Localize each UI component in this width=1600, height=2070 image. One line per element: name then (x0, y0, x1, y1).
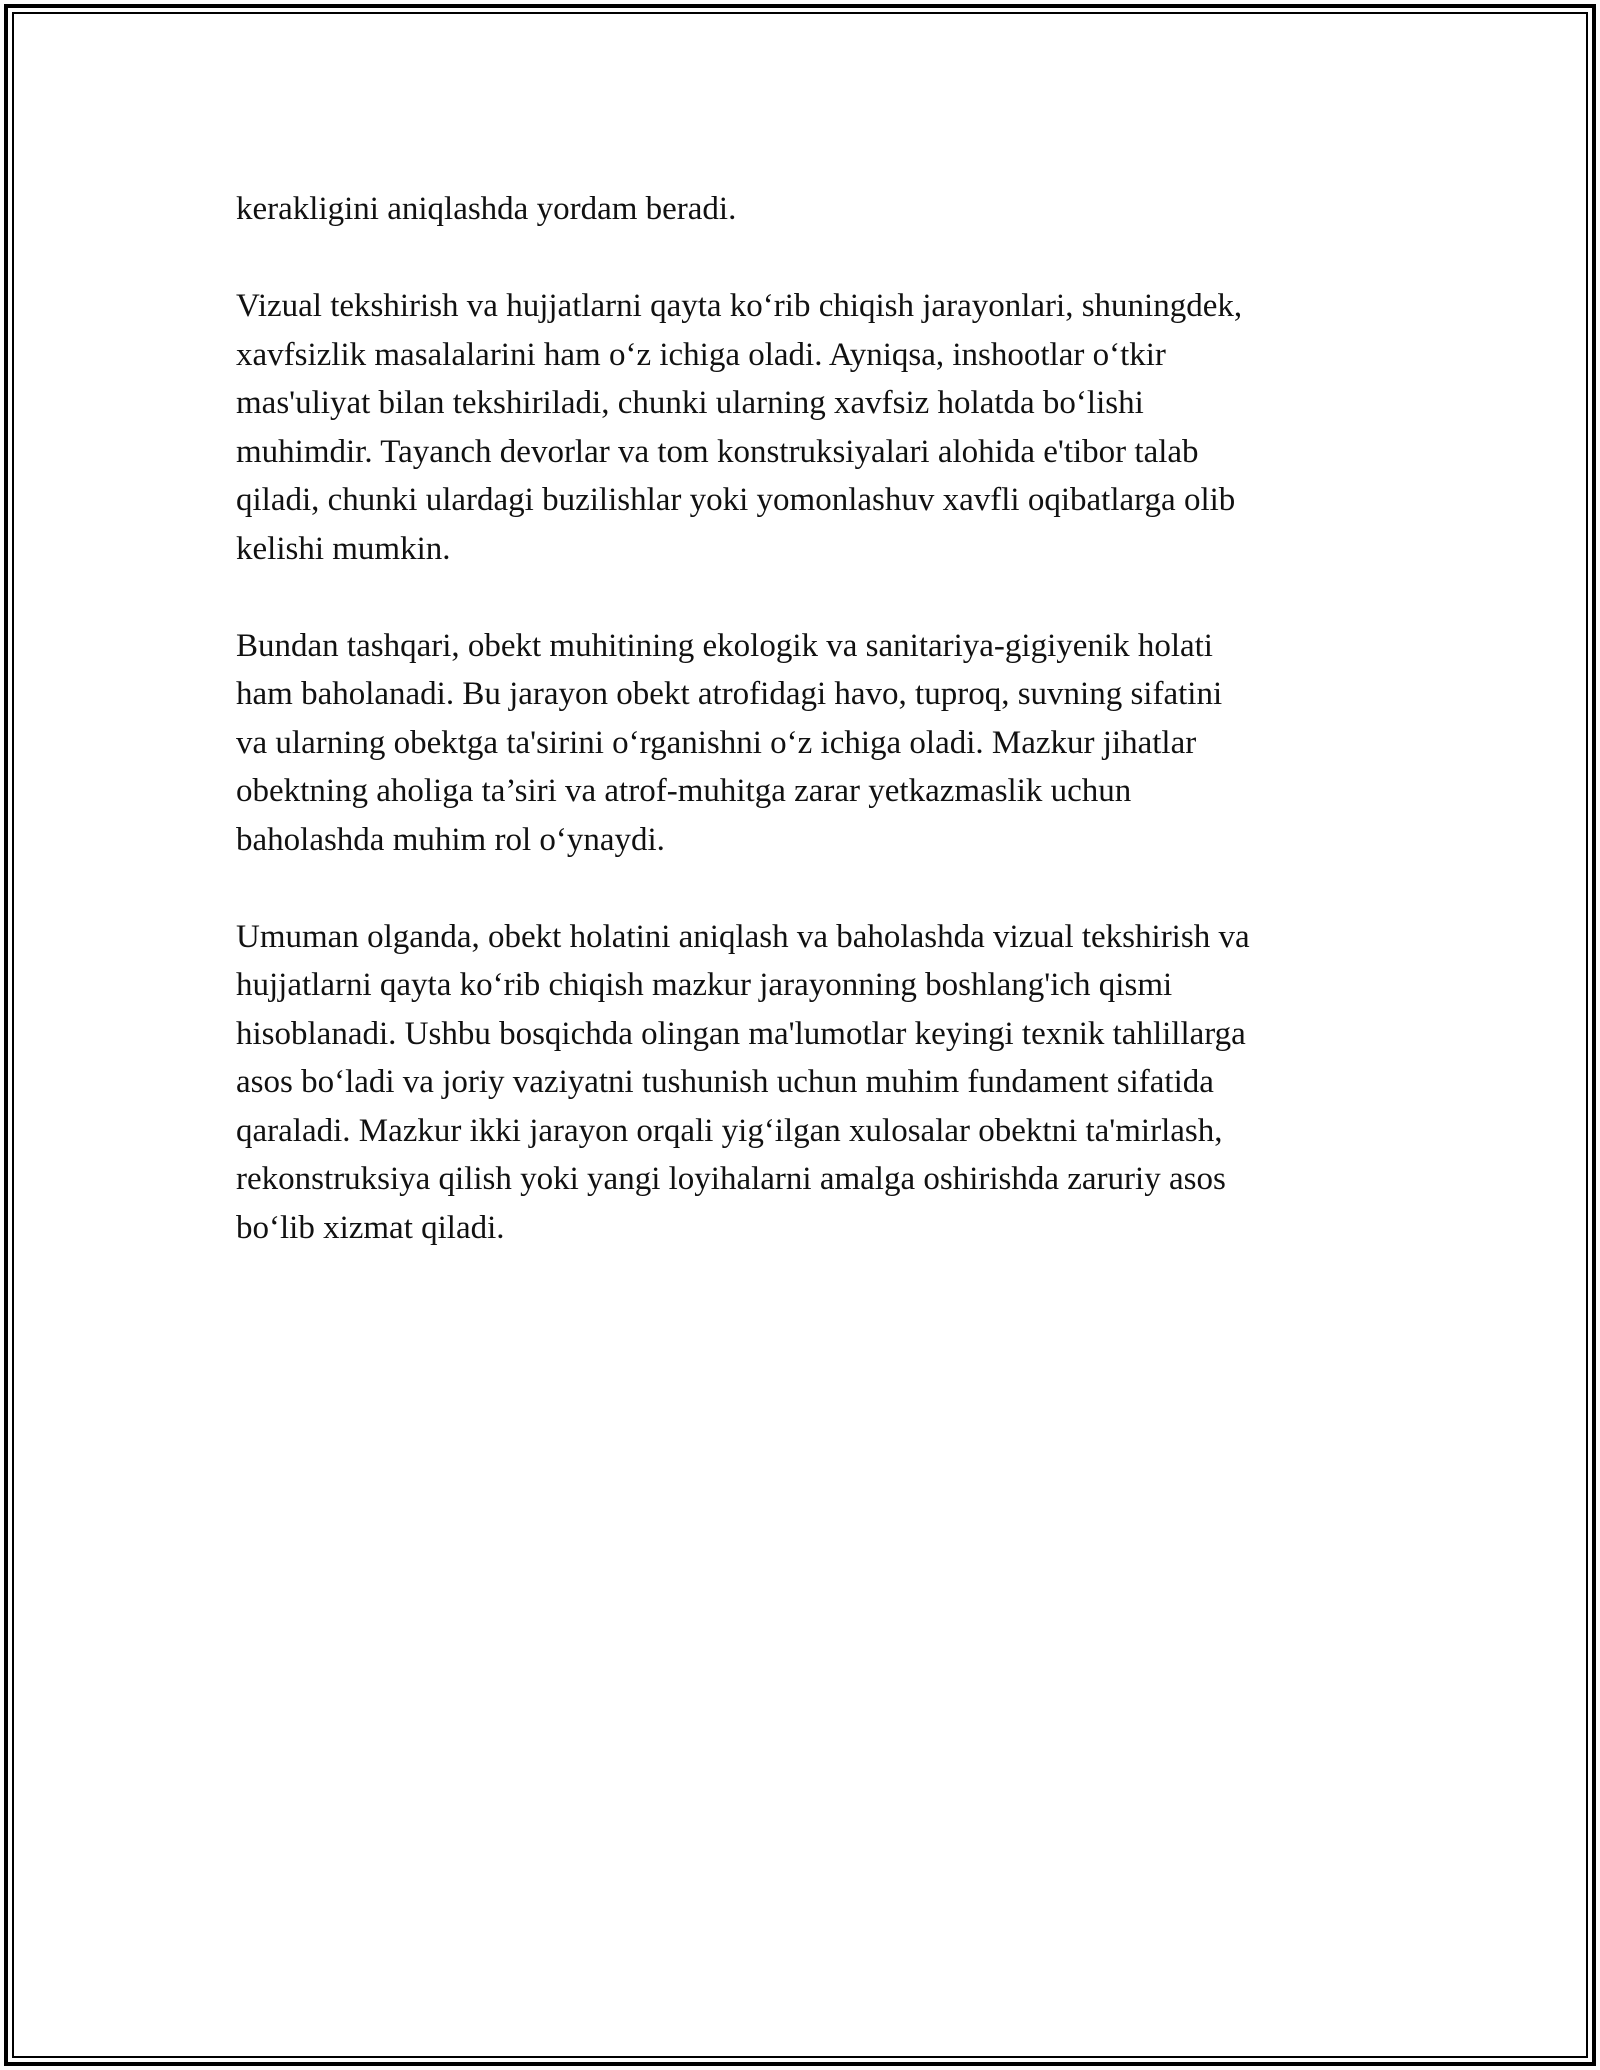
text-line: baholashda muhim rol o‘ynaydi. (236, 821, 665, 858)
paragraph-4 (236, 913, 1376, 1253)
paragraph-3 (236, 622, 1376, 865)
text-line: mas'uliyat bilan tekshiriladi, chunki ularning xavfsiz holatda bo‘lishi (236, 385, 1144, 421)
text-line: hujjatlarni qayta ko‘rib chiqish mazkur jarayonning boshlang'ich qismi (236, 967, 1173, 1003)
text-line: xavfsizlik masalalarini ham o‘z ichiga oladi. Ayniqsa, inshootlar o‘tkir (236, 336, 1166, 373)
text-line: qiladi, chunki ulardagi buzilishlar yoki yomonlashuv xavfli oqibatlarga olib (236, 482, 1236, 518)
paragraph-2 (236, 282, 1376, 573)
text-line: ham baholanadi. Bu jarayon obekt atrofidagi havo, tuproq, suvning sifatini (236, 676, 1223, 712)
text-line: Vizual tekshirish va hujjatlarni qayta ko‘rib chiqish jarayonlari, shuningdek, (236, 288, 1243, 324)
text-line: Bundan tashqari, obekt muhitining ekologik va sanitariya-gigiyenik holati (236, 627, 1213, 664)
paragraph-1 (236, 185, 1376, 234)
text-line: muhimdir. Tayanch devorlar va tom konstruksiyalari alohida e'tibor talab (236, 433, 1199, 470)
text-line: Umuman olganda, obekt holatini aniqlash va baholashda vizual tekshirish va (236, 918, 1250, 955)
text-line: rekonstruksiya qilish yoki yangi loyihalarni amalga oshirishda zaruriy asos (236, 1161, 1226, 1197)
text-line: hisoblanadi. Ushbu bosqichda olingan ma'lumotlar keyingi texnik tahlillarga (236, 1015, 1246, 1052)
text-line: bo‘lib xizmat qiladi. (236, 1209, 505, 1246)
document-body (236, 185, 1376, 1301)
text-line: kelishi mumkin. (236, 530, 451, 567)
text-line: obektning aholiga ta’siri va atrof-muhitga zarar yetkazmaslik uchun (236, 773, 1132, 809)
text-line: va ularning obektga ta'sirini o‘rganishni o‘z ichiga oladi. Mazkur jihatlar (236, 724, 1197, 761)
text-line: asos bo‘ladi va joriy vaziyatni tushunish uchun muhim fundament sifatida (236, 1064, 1214, 1100)
text-line: kerakligini aniqlashda yordam beradi. (236, 191, 737, 227)
text-line: qaraladi. Mazkur ikki jarayon orqali yig‘ilgan xulosalar obektni ta'mirlash, (236, 1112, 1223, 1149)
